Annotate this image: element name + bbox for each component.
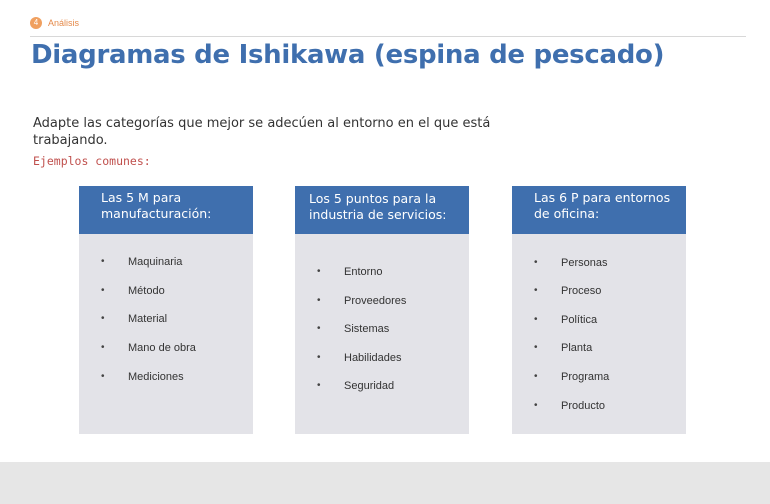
bullet-icon: • — [317, 323, 321, 334]
breadcrumb — [30, 16, 79, 30]
bullet-icon: • — [534, 285, 538, 296]
section-number-badge: 4 — [30, 17, 42, 29]
intro-text: Adapte las categorías que mejor se adecúen al entorno en el que está trabajando. — [33, 116, 491, 148]
bullet-icon: • — [317, 266, 321, 277]
card-heading: Los 5 puntos para la industria de servicios: — [295, 186, 469, 234]
bullet-icon: • — [317, 380, 321, 391]
header-divider — [30, 36, 746, 37]
bullet-icon: • — [101, 371, 105, 382]
footer-bar — [0, 462, 770, 504]
bullet-icon: • — [101, 313, 105, 324]
page-title: Diagramas de Ishikawa (espina de pescado) — [31, 40, 665, 70]
bullet-icon: • — [317, 352, 321, 363]
card-office: Las 6 P para entornos de oficina: • Personas • Proceso • Política • Planta • Programa • Producto — [512, 186, 686, 434]
bullet-icon: • — [534, 371, 538, 382]
bullet-icon: • — [534, 314, 538, 325]
card-services: Los 5 puntos para la industria de servicios: • Entorno • Proveedores • Sistemas • Habilidades • Seguridad — [295, 186, 469, 434]
card-heading: Las 5 M para manufacturación: — [79, 186, 253, 234]
examples-label: Ejemplos comunes: — [33, 154, 151, 168]
card-manufacturing: Las 5 M para manufacturación: • Maquinaria • Método • Material • Mano de obra • Mediciones — [79, 186, 253, 434]
bullet-icon: • — [101, 285, 105, 296]
bullet-icon: • — [534, 257, 538, 268]
card-heading: Las 6 P para entornos de oficina: — [512, 186, 686, 234]
bullet-icon: • — [534, 400, 538, 411]
bullet-icon: • — [101, 256, 105, 267]
breadcrumb-label[interactable]: Análisis — [48, 18, 80, 28]
bullet-icon: • — [317, 295, 321, 306]
bullet-icon: • — [534, 342, 538, 353]
bullet-icon: • — [101, 342, 105, 353]
